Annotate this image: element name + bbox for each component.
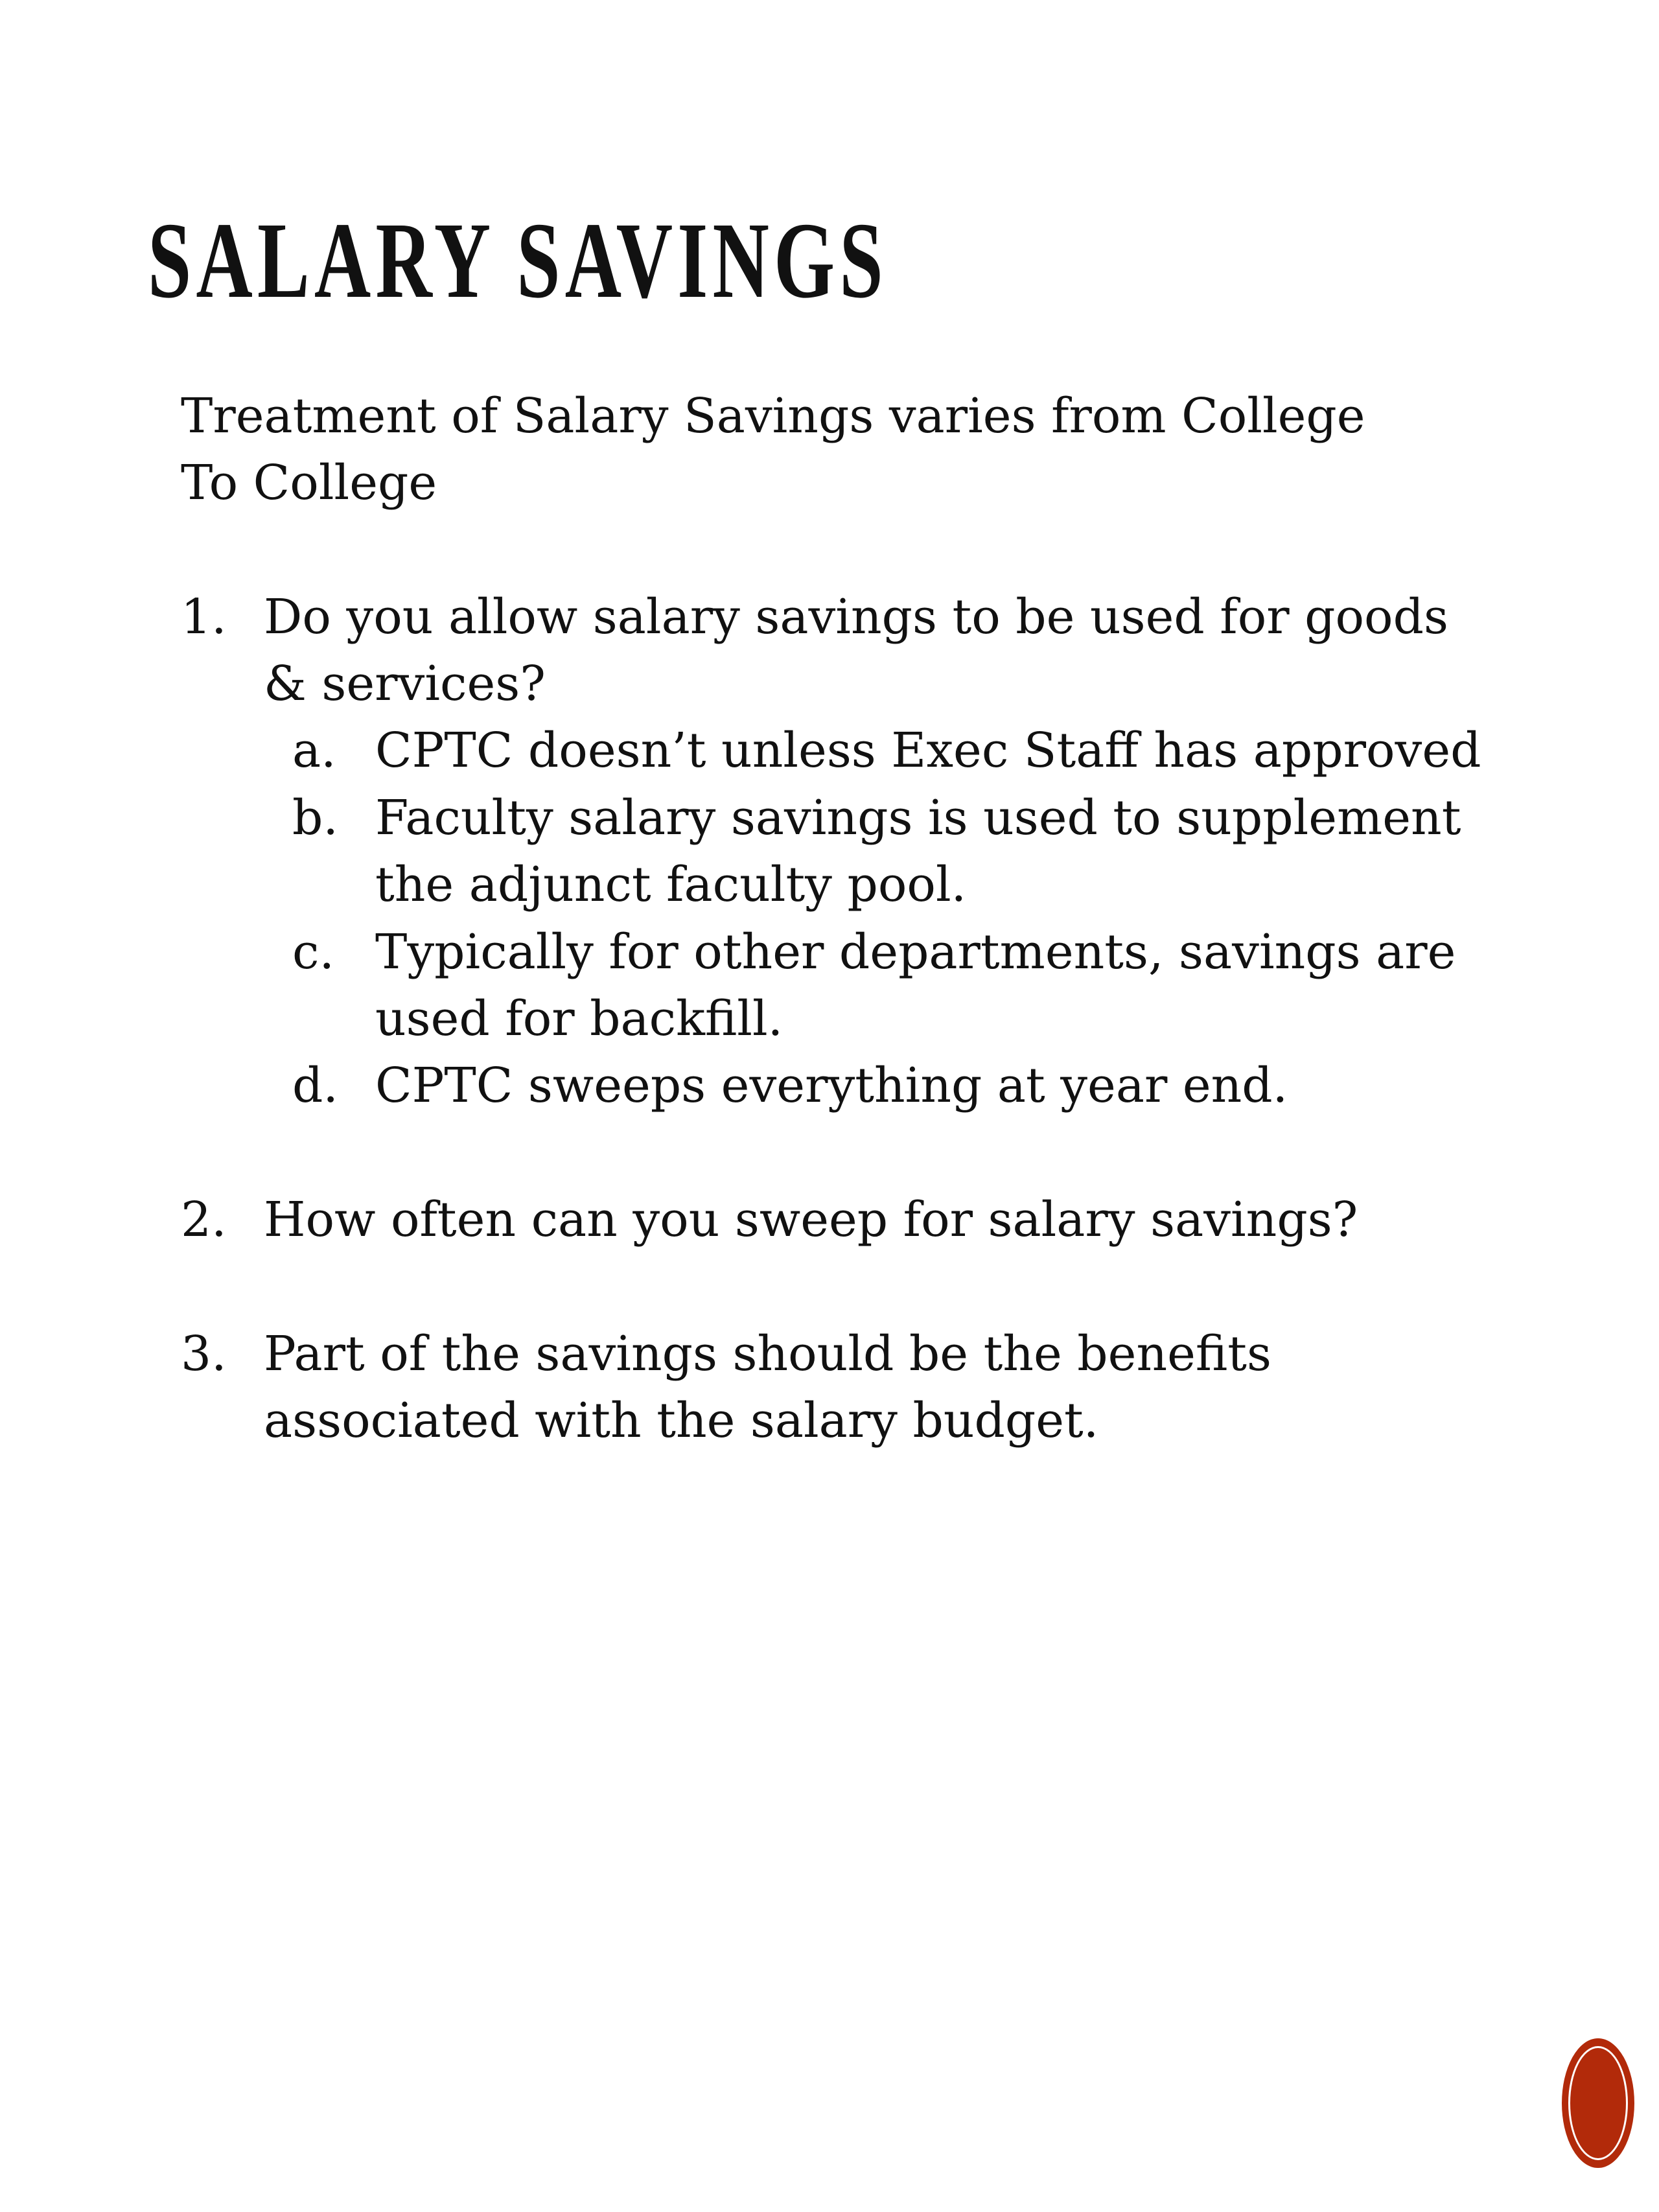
subitem-c-line-2: used for backfill.	[375, 991, 783, 1047]
item-3-line-1: Part of the savings should be the benefits	[264, 1326, 1271, 1382]
subitem-b-line-1: Faculty salary savings is used to supplement	[375, 790, 1461, 846]
subitem-a-line-1: CPTC doesn’t unless Exec Staff has approved	[375, 723, 1481, 778]
intro-line-2: To College	[181, 455, 437, 511]
item-3-line-2: associated with the salary budget.	[264, 1393, 1099, 1449]
subitem-b-line-2: the adjunct faculty pool.	[375, 857, 967, 913]
subitem-d-line-1: CPTC sweeps everything at year end.	[375, 1058, 1288, 1113]
decorative-red-oval-icon	[1562, 2038, 1634, 2168]
subitem-d-letter: d.	[292, 1058, 338, 1113]
item-2-number: 2.	[181, 1192, 227, 1248]
slide-title: SALARY SAVINGS	[148, 200, 888, 321]
item-2-line-1: How often can you sweep for salary savings?	[264, 1192, 1358, 1248]
intro-line-1: Treatment of Salary Savings varies from College	[181, 388, 1365, 444]
oval-inner-ring	[1568, 2046, 1628, 2160]
item-1-number: 1.	[181, 589, 227, 645]
item-1-line-2: & services?	[264, 656, 546, 712]
item-1-line-1: Do you allow salary savings to be used for goods	[264, 589, 1448, 645]
subitem-a-letter: a.	[292, 723, 336, 778]
subitem-c-letter: c.	[292, 924, 334, 980]
item-3-number: 3.	[181, 1326, 227, 1382]
subitem-c-line-1: Typically for other departments, savings are	[375, 924, 1456, 980]
subitem-b-letter: b.	[292, 790, 338, 846]
